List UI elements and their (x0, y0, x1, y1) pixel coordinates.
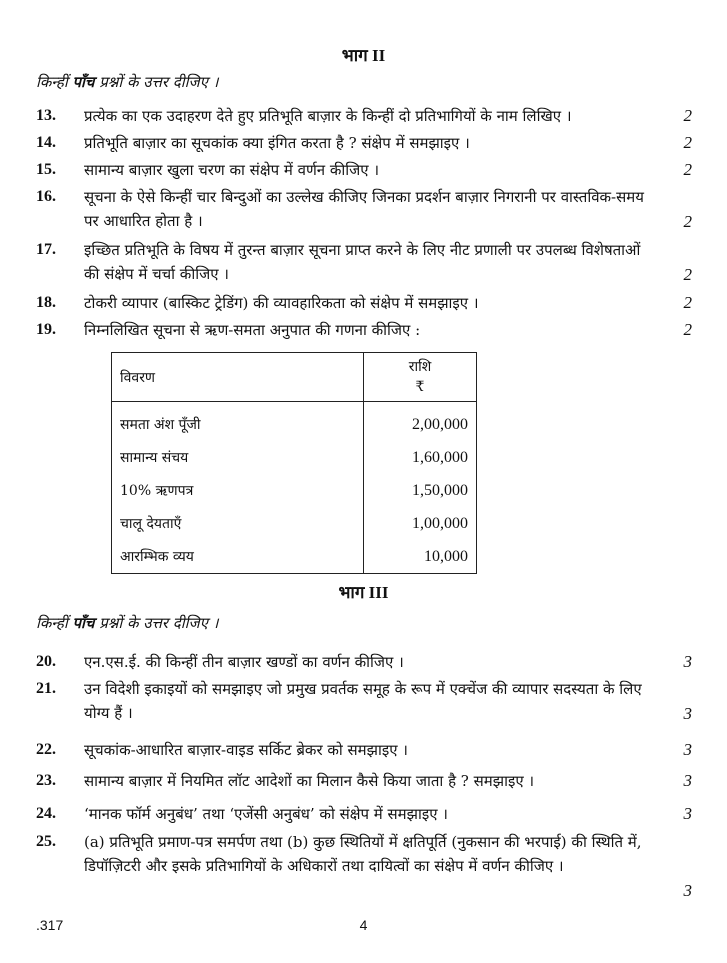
question-marks: 2 (683, 212, 692, 231)
question-marks: 2 (683, 160, 692, 179)
question-number: 14. (36, 134, 56, 151)
question-21 (36, 677, 696, 725)
table-cell-amount: 1,50,000 (364, 474, 477, 507)
table-header-particulars: विवरण (112, 353, 364, 402)
question-text: सूचना के ऐसे किन्हीं चार बिन्दुओं का उल्लेख कीजिए जिनका प्रदर्शन बाज़ार निगरानी पर वास्तविक-समय पर आधारित होता है । (84, 188, 644, 230)
question-marks: 3 (683, 771, 692, 790)
question-marks: 2 (683, 133, 692, 152)
table-cell-label: चालू देयताएँ (112, 507, 364, 540)
table-row (112, 540, 477, 574)
table-cell-amount: 1,60,000 (364, 441, 477, 474)
paper-code: .317 (36, 917, 64, 933)
question-number: 23. (36, 772, 56, 789)
table-cell-label: समता अंश पूँजी (112, 402, 364, 442)
part3-heading: भाग III (338, 583, 389, 602)
question-text: उन विदेशी इकाइयों को समझाइए जो प्रमुख प्रवर्तक समूह के रूप में एक्चेंज की व्यापार सदस्यता के लिए योग्य हैं । (84, 680, 642, 722)
question-marks: 3 (683, 652, 692, 671)
question-number: 19. (36, 321, 56, 338)
question-text: ‘मानक फॉर्म अनुबंध’ तथा ‘एजेंसी अनुबंध’ को संक्षेप में समझाइए । (84, 805, 448, 823)
question-text: प्रतिभूति बाज़ार का सूचकांक क्या इंगित करता है ? संक्षेप में समझाइए । (84, 134, 470, 152)
question-marks: 3 (683, 740, 692, 759)
question-marks: 2 (683, 320, 692, 339)
table-cell-label: सामान्य संचय (112, 441, 364, 474)
table-cell-label: आरम्भिक व्यय (112, 540, 364, 574)
question-text: एन.एस.ई. की किन्हीं तीन बाज़ार खण्डों का वर्णन कीजिए । (84, 653, 404, 671)
question-marks: 3 (683, 804, 692, 823)
table-cell-label: 10% ऋणपत्र (112, 474, 364, 507)
question-number: 21. (36, 680, 56, 697)
question-text: सूचकांक-आधारित बाज़ार-वाइड सर्किट ब्रेकर को समझाइए । (84, 741, 408, 759)
question-marks: 2 (683, 293, 692, 312)
page-number: 4 (359, 917, 368, 933)
question-text: सामान्य बाज़ार में नियमित लॉट आदेशों का मिलान कैसे किया जाता है ? समझाइए । (84, 772, 535, 790)
question-number: 22. (36, 741, 56, 758)
question-marks: 3 (683, 881, 692, 900)
question-marks: 2 (683, 265, 692, 284)
part3-instruction: किन्हीं पाँच प्रश्नों के उत्तर दीजिए । (36, 614, 219, 632)
table-row (112, 507, 477, 540)
table-row (112, 474, 477, 507)
question-text: (a) प्रतिभूति प्रमाण-पत्र समर्पण तथा (b) कुछ स्थितियों में क्षतिपूर्ति (नुकसान की भरपाई) की स्थिति में, डिपॉज़िटरी और इसके प्रतिभागियों के अधिकारों तथा दायित्वों का संक्षेप में वर्णन कीजिए । (84, 833, 642, 875)
table-header-amount: राशि ₹ (364, 353, 477, 402)
question-25 (36, 830, 696, 902)
table-row (112, 402, 477, 442)
question-marks: 3 (683, 704, 692, 723)
question-number: 25. (36, 833, 56, 850)
debt-equity-table (111, 352, 477, 574)
table-header-row (112, 353, 477, 402)
part2-instruction: किन्हीं पाँच प्रश्नों के उत्तर दीजिए । (36, 73, 219, 91)
question-number: 17. (36, 241, 56, 258)
question-number: 15. (36, 161, 56, 178)
question-text: इच्छित प्रतिभूति के विषय में तुरन्त बाज़ार सूचना प्राप्त करने के लिए नीट प्रणाली पर उपलब्ध विशेषताओं की संक्षेप में चर्चा कीजिए । (84, 241, 641, 283)
question-number: 24. (36, 805, 56, 822)
question-text: निम्नलिखित सूचना से ऋण-समता अनुपात की गणना कीजिए : (84, 321, 421, 339)
question-number: 16. (36, 188, 56, 205)
question-text: प्रत्येक का एक उदाहरण देते हुए प्रतिभूति बाज़ार के किन्हीं दो प्रतिभागियों के नाम लिखिए । (84, 107, 572, 125)
part2-heading: भाग II (341, 46, 386, 65)
question-number: 20. (36, 653, 56, 670)
table-cell-amount: 2,00,000 (364, 402, 477, 442)
question-number: 18. (36, 294, 56, 311)
question-17 (36, 238, 696, 286)
question-text: टोकरी व्यापार (बास्किट ट्रेडिंग) की व्यावहारिकता को संक्षेप में समझाइए । (84, 294, 479, 312)
question-text: सामान्य बाज़ार खुला चरण का संक्षेप में वर्णन कीजिए । (84, 161, 380, 179)
table-cell-amount: 10,000 (364, 540, 477, 574)
question-16 (36, 185, 696, 233)
question-number: 13. (36, 107, 56, 124)
table-cell-amount: 1,00,000 (364, 507, 477, 540)
question-marks: 2 (683, 106, 692, 125)
table-row (112, 441, 477, 474)
